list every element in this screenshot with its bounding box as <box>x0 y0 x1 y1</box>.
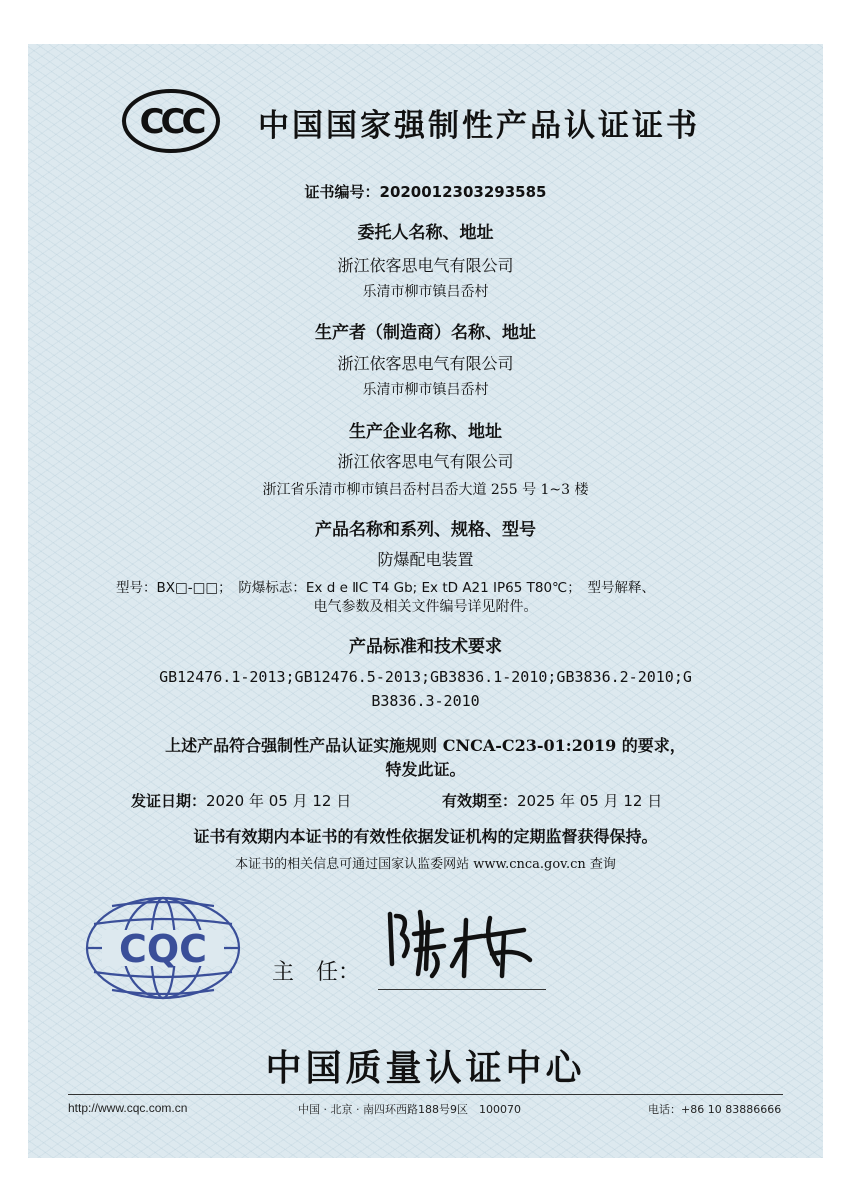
client-address: 乐清市柳市镇吕岙村 <box>362 284 489 300</box>
statement-line2: 特发此证。 <box>385 760 466 779</box>
expiry-date-value: 2025 年 05 月 12 日 <box>517 792 663 810</box>
footer-address: 中国 · 北京 · 南四环西路188号9区 100070 <box>298 1103 521 1116</box>
manufacturer-address: 乐清市柳市镇吕岙村 <box>362 382 489 398</box>
issuer-name: 中国质量认证中心 <box>265 1048 586 1089</box>
issue-date-label: 发证日期： <box>131 792 207 810</box>
factory-address: 浙江省乐清市柳市镇吕岙村吕岙大道 255 号 1~3 楼 <box>262 482 589 498</box>
validity-note: 证书有效期内本证书的有效性依据发证机构的定期监督获得保持。 <box>193 827 658 846</box>
standards-heading: 产品标准和技术要求 <box>349 637 502 657</box>
product-name: 防爆配电装置 <box>377 550 474 569</box>
footer-website: http://www.cqc.com.cn <box>68 1101 188 1115</box>
certificate-title: 中国国家强制性产品认证证书 <box>258 108 700 144</box>
product-heading: 产品名称和系列、规格、型号 <box>315 520 536 540</box>
client-heading: 委托人名称、地址 <box>357 223 494 243</box>
factory-heading: 生产企业名称、地址 <box>349 422 502 442</box>
manufacturer-name: 浙江依客思电气有限公司 <box>337 354 514 373</box>
manufacturer-heading: 生产者（制造商）名称、地址 <box>315 323 536 343</box>
factory-name: 浙江依客思电气有限公司 <box>337 452 514 471</box>
director-label: 主 任： <box>272 960 361 985</box>
footer-phone: 电话：+86 10 83886666 <box>648 1103 782 1116</box>
svg-text:CQC: CQC <box>118 927 208 971</box>
signature-icon <box>372 894 562 989</box>
ccc-logo-icon <box>121 88 221 154</box>
inquiry-note: 本证书的相关信息可通过国家认监委网站 www.cnca.gov.cn 查询 <box>235 857 616 872</box>
expiry-date <box>442 790 662 811</box>
statement-line1: 上述产品符合强制性产品认证实施规则 CNCA-C23-01:2019 的要求， <box>165 736 686 755</box>
issue-date-value: 2020 年 05 月 12 日 <box>206 792 352 810</box>
svg-text:CCC: CCC <box>139 102 203 142</box>
signature-line <box>378 989 546 990</box>
certificate-number: 证书编号：2020012303293585 <box>304 183 547 201</box>
product-model-line2: 电气参数及相关文件编号详见附件。 <box>313 599 538 615</box>
standards-line1: GB12476.1-2013;GB12476.5-2013;GB3836.1-2010;GB3836.2-2010;G <box>159 668 692 686</box>
standards-line2: B3836.3-2010 <box>371 692 480 710</box>
client-name: 浙江依客思电气有限公司 <box>337 256 514 275</box>
issue-date <box>131 790 351 811</box>
product-model-line1: 型号：BX□-□□； 防爆标志：Ex d e ⅡC T4 Gb; Ex tD A21 IP65 T80℃； 型号解释、 <box>116 580 655 596</box>
expiry-date-label: 有效期至： <box>442 792 518 810</box>
footer-divider <box>68 1094 783 1095</box>
cqc-logo-icon <box>82 894 244 1002</box>
